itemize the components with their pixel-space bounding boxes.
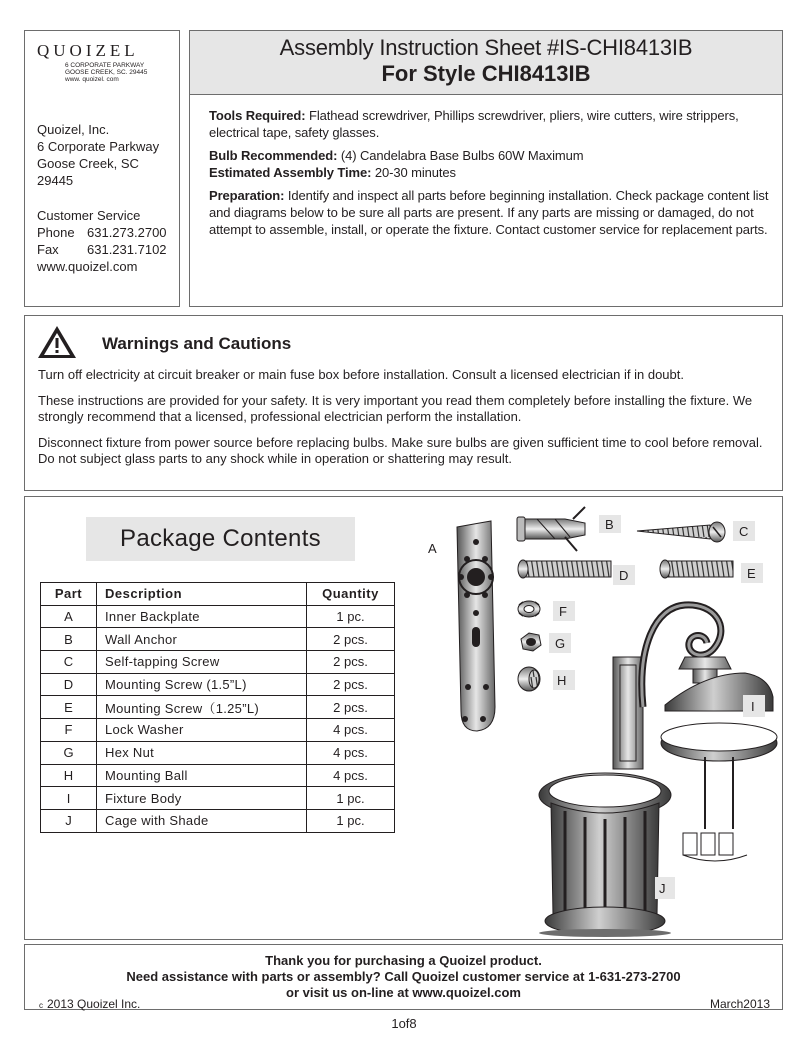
part-description: Wall Anchor bbox=[97, 628, 307, 651]
revision-date: March2013 bbox=[709, 997, 770, 1011]
illustration-label-i: I bbox=[751, 699, 755, 714]
footer-website: or visit us on-line at www.quoizel.com bbox=[286, 985, 521, 1000]
warnings-panel bbox=[24, 315, 783, 491]
mounting-screw-short-drawing bbox=[660, 560, 733, 578]
time-text: 20-30 minutes bbox=[371, 165, 456, 181]
company-address bbox=[37, 121, 159, 189]
bulb-text: (4) Candelabra Base Bulbs 60W Maximum bbox=[337, 147, 584, 163]
illustration-label-h: H bbox=[557, 673, 567, 688]
illustration-label-a: A bbox=[428, 541, 437, 556]
company-contact bbox=[37, 207, 167, 275]
illustration-label-g: G bbox=[555, 636, 566, 651]
illustration-label-d: D bbox=[619, 568, 629, 583]
warning-paragraph: These instructions are provided for your safety. It is very important you read them completely before installing the fixture. We strongly recommend that a licensed, professional electrician perform the installation. bbox=[38, 393, 753, 424]
part-letter: D bbox=[41, 673, 97, 696]
mounting-screw-long-drawing bbox=[518, 560, 611, 578]
illustration-label-e: E bbox=[747, 566, 756, 581]
part-quantity: 1 pc. bbox=[307, 605, 395, 628]
package-contents-heading: Package Contents bbox=[86, 517, 355, 561]
part-letter: H bbox=[41, 764, 97, 787]
part-description: Self-tapping Screw bbox=[97, 651, 307, 674]
part-quantity: 2 pcs. bbox=[307, 651, 395, 674]
warning-paragraph: Disconnect fixture from power source before replacing bulbs. Make sure bulbs are given sufficient time to cool before removal. Do not subject glass parts to any shock while in operation or shattering may result. bbox=[38, 435, 763, 466]
cage-with-shade-drawing bbox=[539, 773, 671, 937]
wall-anchor-drawing bbox=[517, 507, 585, 551]
logo-address-line2: GOOSE CREEK, SC. 29445 bbox=[65, 69, 148, 76]
preparation-text bbox=[209, 107, 771, 244]
company-name: Quoizel, Inc. bbox=[37, 122, 110, 137]
part-letter: B bbox=[41, 628, 97, 651]
part-quantity: 1 pc. bbox=[307, 809, 395, 832]
lock-washer-drawing bbox=[518, 601, 540, 617]
part-description: Inner Backplate bbox=[97, 605, 307, 628]
inner-backplate-drawing bbox=[457, 521, 495, 731]
part-quantity: 4 pcs. bbox=[307, 719, 395, 742]
phone-label: Phone bbox=[37, 225, 75, 240]
part-quantity: 4 pcs. bbox=[307, 764, 395, 787]
part-letter: C bbox=[41, 651, 97, 674]
phone-number: 631.273.2700 bbox=[87, 225, 167, 240]
footer-panel bbox=[24, 944, 783, 1010]
customer-service-label: Customer Service bbox=[37, 208, 141, 223]
copyright-symbol: c bbox=[39, 1001, 43, 1010]
warning-paragraph: Turn off electricity at circuit breaker or main fuse box before installation. Consult a licensed electrician if in doubt. bbox=[38, 367, 684, 382]
package-contents-panel bbox=[24, 496, 783, 940]
illustration-label-f: F bbox=[559, 604, 567, 619]
part-quantity: 2 pcs. bbox=[307, 628, 395, 651]
footer-assistance: Need assistance with parts or assembly? Call Quoizel customer service at 1-631-273-2700 bbox=[126, 969, 681, 984]
column-header-description: Description bbox=[97, 583, 307, 606]
time-label: Estimated Assembly Time: bbox=[209, 165, 372, 181]
title-band bbox=[190, 31, 782, 95]
parts-illustration bbox=[25, 497, 782, 939]
quoizel-logo: QUOIZEL bbox=[37, 41, 139, 60]
warnings-title: Warnings and Cautions bbox=[102, 334, 292, 353]
part-description: Lock Washer bbox=[97, 719, 307, 742]
part-quantity: 4 pcs. bbox=[307, 741, 395, 764]
logo-web: www. quoizel. com bbox=[65, 76, 119, 83]
part-quantity: 2 pcs. bbox=[307, 696, 395, 719]
part-description: Fixture Body bbox=[97, 787, 307, 810]
hex-nut-drawing bbox=[521, 633, 541, 651]
logo-address-line1: 6 CORPORATE PARKWAY bbox=[65, 62, 145, 69]
illustration-label-j: J bbox=[659, 881, 666, 896]
part-letter: A bbox=[41, 605, 97, 628]
company-street: 6 Corporate Parkway bbox=[37, 139, 160, 154]
company-info-panel bbox=[24, 30, 180, 307]
tools-label: Tools Required: bbox=[209, 108, 306, 123]
part-letter: F bbox=[41, 719, 97, 742]
mounting-ball-drawing bbox=[518, 667, 540, 691]
column-header-quantity: Quantity bbox=[307, 583, 395, 606]
illustration-label-b: B bbox=[605, 517, 614, 532]
part-description: Cage with Shade bbox=[97, 809, 307, 832]
page-title: Assembly Instruction Sheet #IS-CHI8413IB bbox=[279, 35, 693, 60]
company-website: www.quoizel.com bbox=[37, 259, 138, 274]
column-header-part: Part bbox=[41, 583, 97, 606]
copyright-text: 2013 Quoizel Inc. bbox=[47, 997, 141, 1011]
preparation-label: Preparation: bbox=[209, 187, 285, 203]
warning-triangle-icon bbox=[36, 324, 78, 360]
part-letter: E bbox=[41, 696, 97, 719]
footer-message bbox=[25, 953, 782, 1001]
part-description: Mounting Ball bbox=[97, 764, 307, 787]
page-number: 1of8 bbox=[391, 1016, 417, 1031]
company-city: Goose Creek, SC bbox=[37, 156, 139, 171]
tools-text: Flathead screwdriver, Phillips screwdriver, pliers, wire cutters, wire strippers, electrical tape, safety glasses. bbox=[209, 108, 739, 141]
part-description: Mounting Screw（1.25”L) bbox=[97, 696, 307, 719]
part-description: Mounting Screw (1.5”L) bbox=[97, 673, 307, 696]
part-quantity: 1 pc. bbox=[307, 787, 395, 810]
company-zip: 29445 bbox=[37, 173, 74, 188]
page-subtitle: For Style CHI8413IB bbox=[381, 61, 591, 86]
illustration-label-c: C bbox=[739, 524, 749, 539]
part-letter: I bbox=[41, 787, 97, 810]
fax-label: Fax bbox=[37, 242, 59, 257]
preparation-body: Identify and inspect all parts before beginning installation. Check package content list and diagrams below to be sure all parts are present. If any parts are missing or damaged, do not attempt to assemble, install, or operate the fixture. Contact customer service for replacement parts. bbox=[209, 187, 769, 238]
self-tapping-screw-drawing bbox=[637, 522, 725, 542]
fax-number: 631.231.7102 bbox=[87, 242, 167, 257]
footer-thank-you: Thank you for purchasing a Quoizel product. bbox=[265, 953, 542, 968]
copyright bbox=[39, 997, 140, 1011]
part-quantity: 2 pcs. bbox=[307, 673, 395, 696]
part-description: Hex Nut bbox=[97, 741, 307, 764]
part-letter: J bbox=[41, 809, 97, 832]
warnings-body bbox=[38, 367, 778, 477]
part-letter: G bbox=[41, 741, 97, 764]
bulb-label: Bulb Recommended: bbox=[209, 147, 338, 163]
instructions-panel bbox=[189, 30, 783, 307]
